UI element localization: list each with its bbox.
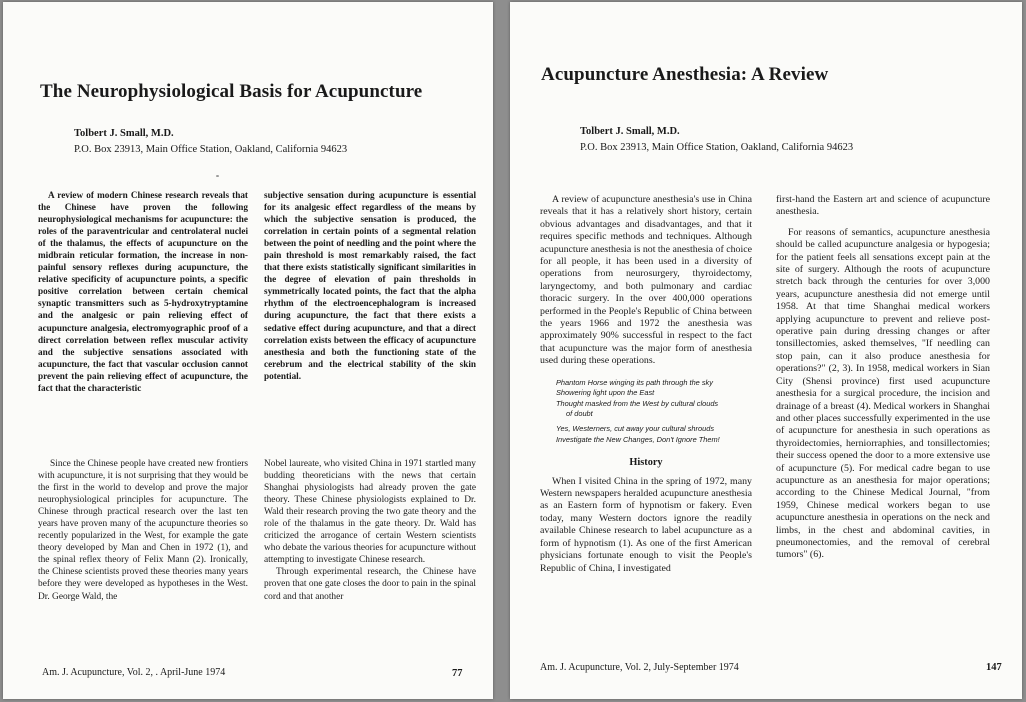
left-body-paragraph-1: Since the Chinese people have created new frontiers with acupuncture, it is not surprising that they would be the first in the world to develop and prove the major neurophysiological principles for acupuncture. The Chinese through practical research over the last ten years have proven many of the acupuncture theories so recently popularized in the West, for example the gate theory developed by Man and Chen in 1972 (1), and the spinal reflex theory of Felix Mann (2). Ironically, the Chinese scientists proved these theories many years before they were developed as hypotheses in the West. Dr. George Wald, the bbox=[38, 459, 248, 602]
left-body-paragraph-3: Through experimental research, the Chinese have proven that one gate closes the door to pain in the spinal cord and that another bbox=[264, 567, 476, 602]
right-intro-paragraph: A review of acupuncture anesthesia's use in China reveals that it has a relatively short history, certain obvious advantages and disadvantages, and that it requires specific methods and techniques. Although acupuncture anesthesia is not the anesthesia of choice for all people, it has been used in a diversity of operations from neurosurgery, thyroidectomy, laryngectomy, and both pulmonary and cardiac thoracic surgery. In the over 400,000 operations performed in the People's Republic of China between the years 1966 and 1972 the anesthesia was approximately 90% successful in respect to the fact that acupuncture was the major form of anesthesia used during these operations. bbox=[540, 194, 752, 367]
right-author-address: P.O. Box 23913, Main Office Station, Oakland, California 94623 bbox=[580, 142, 854, 153]
left-article-title: The Neurophysiological Basis for Acupuncture bbox=[40, 81, 423, 102]
left-abstract-text-2: subjective sensation during acupuncture is essential for its analgesic effect regardless of the means by which the subjective sensation is produced, the correlation in certain points of a segmental relation between the point of needling and the point where the pain threshold is most remarkably raised, the fact that there exists statistically significant similarities in the degree of elevation of pain thresholds in symmetrically located points, the fact that the alpha rhythm of the electroencephalogram is increased during acupuncture, the fact that there exists a sedative effect during acupuncture, and that a direct correlation exists between the efficacy of acupuncture anesthesia and both the functioning state of the cerebrum and the electrical stability of the skin potential. bbox=[264, 190, 476, 381]
poem-line: Showering light upon the East bbox=[556, 388, 655, 398]
semantics-paragraph: For reasons of semantics, acupuncture anesthesia should be called acupuncture analgesia or hypogesia; for the patient feels all sensations except pain at the site of surgery. Although the roots of acupuncture stretch back through the centuries for over 3,000 years, acupuncture anesthesia did not emerge until 1958. At that time Shanghai medical workers applying acupuncture to prevent and relieve post-operative pain during dressing changes or after tonsillectomies, asked themselves, "If needling can stop pain, can it also produce anesthesia for operations?" (2, 3). In 1958, medical workers in Sian City (Shensi province) first used acupuncture anesthesia for a surgical procedure, the incision and drainage of a breast (4). Medical workers in Shanghai and other places successfully experimented in the use of acupuncture for anesthesia in such operations as thyroidectomies, herniorraphies, and tonsillectomies; their success opened the door to a more extensive use of acupuncture (5). For medical cadre began to use acupuncture as an anesthesia for major operations; according to the Chinese Medical Journal, "from 1959, Chinese medical workers began to use acupuncture anesthesia in operations on the neck and limbs, in the chest and abdominal cavities, in pneumonectomies, and the removal of cerebral tumors" (6). bbox=[776, 226, 990, 561]
right-author-name: Tolbert J. Small, M.D. bbox=[580, 126, 680, 137]
poem-line: Yes, Westerners, cut away your cultural shrouds bbox=[556, 424, 715, 434]
poem-epigraph bbox=[556, 378, 752, 446]
poem-line: Phantom Horse winging its path through the sky bbox=[556, 377, 713, 387]
history-heading: History bbox=[629, 457, 663, 469]
left-abstract-column-2 bbox=[264, 189, 476, 439]
right-column-1 bbox=[540, 194, 752, 649]
history-paragraph: When I visited China in the spring of 1972, many Western newspapers heralded acupuncture anesthesia as an Eastern form of hypnotism or fakery. Even today, many Western doctors ignore the readily available Chinese research to label acupuncture as a form of hypnotism (1). As one of the first American physicians fortunate enough to visit the People's Republic of China, I investigated bbox=[540, 475, 752, 574]
right-journal-page bbox=[510, 2, 1022, 699]
left-page-footer: Am. J. Acupuncture, Vol. 2, . April-June 1974 bbox=[42, 667, 226, 678]
left-author-name: Tolbert J. Small, M.D. bbox=[74, 128, 174, 139]
right-column-2 bbox=[776, 194, 990, 649]
left-body-column-2 bbox=[264, 458, 476, 640]
print-speck bbox=[216, 175, 219, 177]
left-body-column-1 bbox=[38, 458, 248, 640]
left-page-number: 77 bbox=[452, 668, 463, 679]
right-page-footer: Am. J. Acupuncture, Vol. 2, July-September 1974 bbox=[540, 662, 739, 673]
poem-line: of doubt bbox=[566, 409, 593, 419]
right-continuation-paragraph: first-hand the Eastern art and science of acupuncture anesthesia. bbox=[776, 194, 990, 218]
left-abstract-text-1: A review of modern Chinese research reveals that the Chinese have proven the following neurophysiological mechanisms for acupuncture: the roles of the paraventricular and centrolateral nuclei of the thalamus, the effects of acupuncture on the midbrain reticular formation, the increase in non-painful sensory reflexes during acupuncture, the relative specificity of acupuncture points, a specific positive correlation between certain chemical synaptic transmitters such as 5-hydroxytryptamine and the analgesic or pain relieving effect of acupuncture analgesia, electromyographic proof of a direct correlation between reflex muscular activity and the subjective sensations associated with acupuncture, the fact that vascular occlusion cannot prevent the pain relieving effect of acupuncture, the fact that the characteristic bbox=[38, 190, 248, 393]
left-abstract-column-1 bbox=[38, 189, 248, 439]
poem-line: Investigate the New Changes, Don't Ignore Them! bbox=[556, 434, 720, 444]
poem-line: Thought masked from the West by cultural clouds bbox=[556, 398, 719, 408]
right-article-title: Acupuncture Anesthesia: A Review bbox=[541, 64, 829, 85]
right-page-number: 147 bbox=[986, 662, 1002, 673]
left-journal-page bbox=[3, 2, 493, 699]
left-author-address: P.O. Box 23913, Main Office Station, Oakland, California 94623 bbox=[74, 144, 348, 155]
left-body-paragraph-2: Nobel laureate, who visited China in 1971 startled many budding theoreticians with the news that certain Shanghai physiologists had already proven the gate theory. These Chinese physiologists explained to Dr. Wald their research proving the two gate theory and the role of the thalamus in the gate theory. Dr. Wald has criticized the arrogance of certain Western scientists who debate the various theories for acupuncture without attempting to investigate Chinese research. bbox=[264, 459, 476, 566]
